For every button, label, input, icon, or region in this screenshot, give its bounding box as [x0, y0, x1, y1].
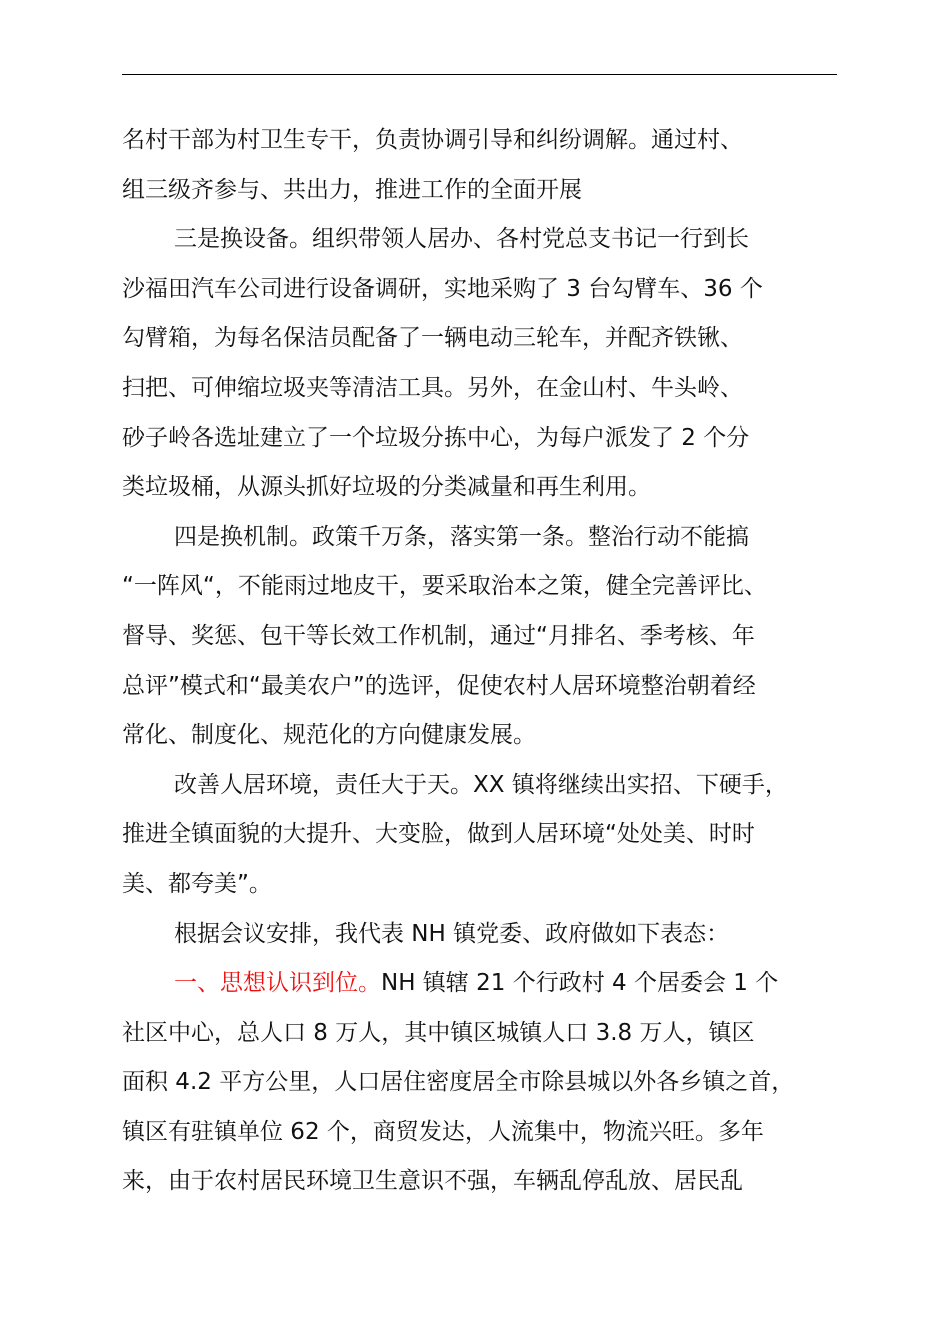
- text-line: 美、都夸美”。: [122, 870, 272, 897]
- text-line: 砂子岭各选址建立了一个垃圾分拣中心，为每户派发了 2 个分: [122, 424, 750, 451]
- text-line: 督导、奖惩、包干等长效工作机制，通过“月排名、季考核、年: [122, 622, 755, 649]
- header-rule: [122, 74, 837, 75]
- text-line: 名村干部为村卫生专干，负责协调引导和纠纷调解。通过村、: [122, 127, 743, 153]
- text-run: NH 镇辖 21 个行政村 4 个居委会 1 个: [381, 970, 779, 997]
- text-line: 勾臂箱，为每名保洁员配备了一辆电动三轮车，并配齐铁锹、: [122, 325, 743, 352]
- text-line: 沙福田汽车公司进行设备调研，实地采购了 3 台勾臂车、36 个: [122, 275, 763, 302]
- text-line: 组三级齐参与、共出力，推进工作的全面开展: [122, 176, 582, 203]
- heading-line: [122, 959, 862, 1009]
- text-line: 推进全镇面貌的大提升、大变脸，做到人居环境“处处美、时时: [122, 821, 755, 848]
- text-line: 镇区有驻镇单位 62 个，商贸发达，人流集中，物流兴旺。多年: [122, 1118, 764, 1145]
- text-line: 类垃圾桶，从源头抓好垃圾的分类减量和再生利用。: [122, 474, 651, 501]
- text-line: “一阵风“，不能雨过地皮干，要采取治本之策，健全完善评比、: [122, 573, 767, 600]
- text-line: 扫把、可伸缩垃圾夹等清洁工具。另外，在金山村、牛头岭、: [122, 374, 743, 401]
- section-heading: 一、思想认识到位。: [174, 970, 381, 997]
- text-line: 常化、制度化、规范化的方向健康发展。: [122, 722, 536, 749]
- text-line: 面积 4.2 平方公里，人口居住密度居全市除县城以外各乡镇之首，: [122, 1069, 795, 1096]
- paragraph-start-line: 四是换机制。政策千万条，落实第一条。整治行动不能搞: [174, 523, 749, 550]
- document-body: [122, 116, 862, 1207]
- text-line: 社区中心，总人口 8 万人，其中镇区城镇人口 3.8 万人，镇区: [122, 1019, 755, 1046]
- text-line: 来，由于农村居民环境卫生意识不强，车辆乱停乱放、居民乱: [122, 1168, 743, 1195]
- text-line: 总评”模式和“最美农户”的选评，促使农村人居环境整治朝着经: [122, 672, 756, 699]
- paragraph-start-line: 改善人居环境，责任大于天。XX 镇将继续出实招、下硬手，: [174, 771, 788, 798]
- paragraph-start-line: 三是换设备。组织带领人居办、各村党总支书记一行到长: [174, 226, 749, 253]
- paragraph-start-line: 根据会议安排，我代表 NH 镇党委、政府做如下表态：: [174, 920, 730, 947]
